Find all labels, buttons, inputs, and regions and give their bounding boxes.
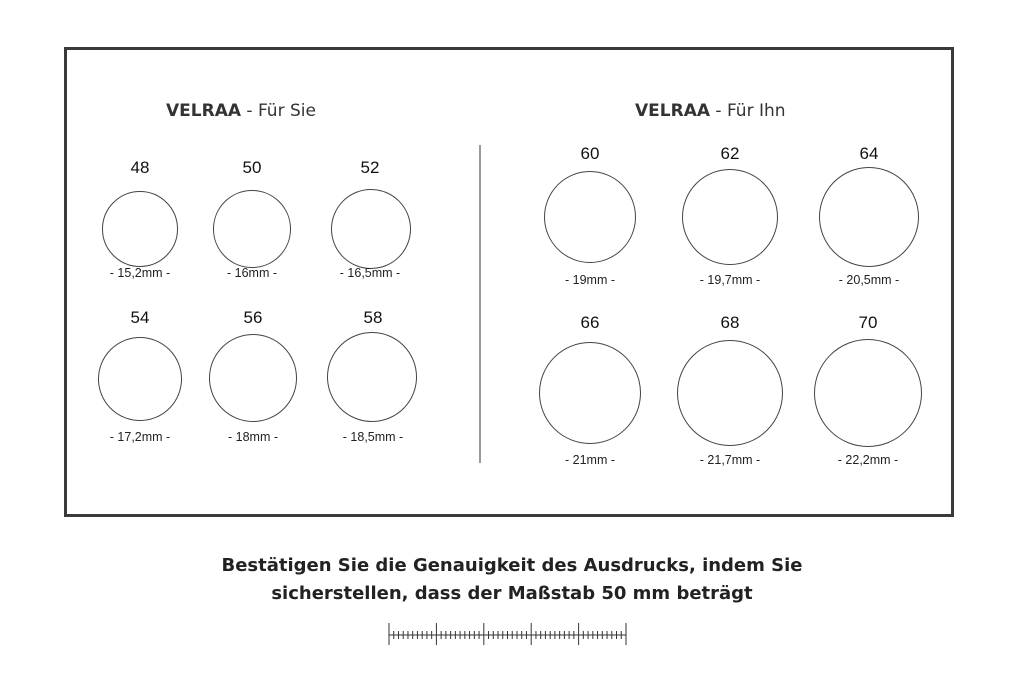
ring-size-52 [320, 158, 420, 288]
ring-circle [819, 167, 919, 267]
ring-circle [213, 190, 291, 268]
ring-diameter-label: - 21mm - [565, 453, 615, 467]
ring-size-label: 48 [130, 158, 150, 177]
note-line-2: sicherstellen, dass der Maßstab 50 mm beträgt [271, 583, 753, 604]
ring-size-label: 62 [720, 144, 740, 163]
heading-for-him [635, 101, 786, 121]
ring-size-48 [90, 158, 190, 288]
ring-diameter-label: - 20,5mm - [838, 273, 900, 287]
ring-diameter-label: - 19mm - [565, 273, 615, 287]
ring-diameter-label: - 22,2mm - [837, 453, 899, 467]
ring-size-label: 56 [243, 308, 263, 327]
ring-diameter-label: - 16mm - [227, 266, 277, 280]
print-accuracy-note [150, 552, 874, 608]
ring-size-label: 50 [242, 158, 262, 177]
brand-name: VELRAA [166, 101, 242, 121]
heading-label: - Für Sie [241, 101, 316, 121]
ring-size-label: 66 [580, 313, 600, 332]
brand-name: VELRAA [635, 101, 711, 121]
ring-circle [209, 334, 297, 422]
ring-size-label: 54 [130, 308, 150, 327]
ring-size-56 [200, 308, 306, 448]
heading-label: - Für Ihn [710, 101, 786, 121]
ring-diameter-label: - 15,2mm - [109, 266, 171, 280]
ring-circle [331, 189, 411, 269]
ring-size-58 [320, 308, 426, 448]
ring-diameter-label: - 19,7mm - [699, 273, 761, 287]
note-line-1: Bestätigen Sie die Genauigkeit des Ausdrucks, indem Sie [221, 555, 803, 576]
ring-circle [102, 191, 178, 267]
ring-size-label: 70 [858, 313, 878, 332]
ring-size-60 [538, 144, 642, 294]
ring-circle [539, 342, 641, 444]
ring-size-62 [678, 144, 782, 294]
scale-ruler [386, 620, 630, 648]
ring-size-label: 52 [360, 158, 380, 177]
ring-diameter-label: - 21,7mm - [699, 453, 761, 467]
ring-diameter-label: - 18mm - [228, 430, 278, 444]
ring-circle [682, 169, 778, 265]
column-divider [479, 145, 481, 463]
ring-size-66 [536, 313, 644, 473]
ring-circle [677, 340, 783, 446]
ring-size-70 [812, 313, 924, 473]
ring-diameter-label: - 17,2mm - [109, 430, 171, 444]
ring-size-label: 64 [859, 144, 879, 163]
ring-size-label: 68 [720, 313, 740, 332]
ring-diameter-label: - 18,5mm - [342, 430, 404, 444]
ring-size-68 [675, 313, 785, 473]
ring-circle [98, 337, 182, 421]
ring-size-label: 60 [580, 144, 600, 163]
ring-diameter-label: - 16,5mm - [339, 266, 401, 280]
heading-for-her [166, 101, 316, 121]
ring-size-54 [88, 308, 192, 448]
ring-circle [814, 339, 922, 447]
ring-circle [544, 171, 636, 263]
ring-size-64 [815, 144, 923, 294]
ring-size-50 [202, 158, 302, 288]
ring-circle [327, 332, 417, 422]
ring-size-label: 58 [363, 308, 383, 327]
